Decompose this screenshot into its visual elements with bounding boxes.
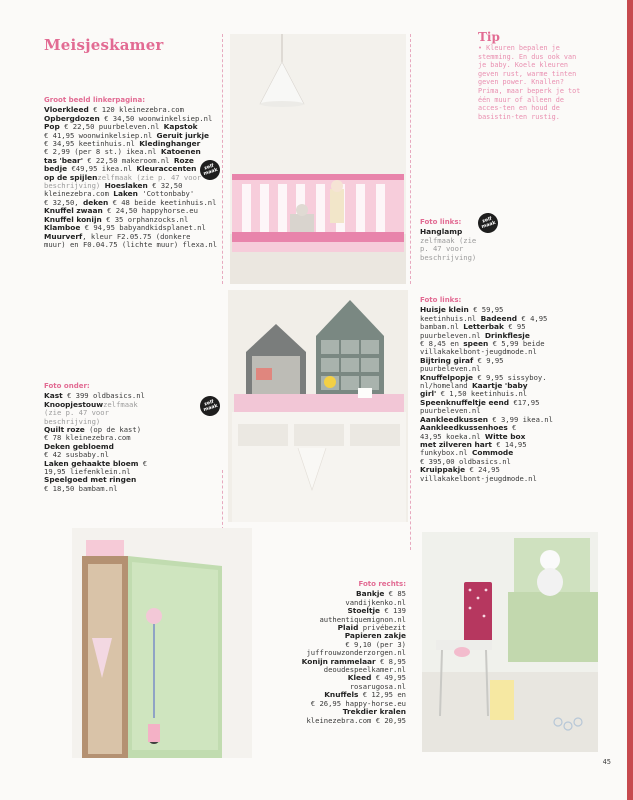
item-details: € bbox=[138, 458, 148, 468]
item-details: juffrouwzonderzorgen.nl bbox=[306, 648, 406, 658]
credits-heading: Foto onder: bbox=[44, 382, 90, 390]
diy-note: beschrijving) bbox=[420, 252, 477, 262]
item-details: € 8,95 bbox=[375, 656, 406, 666]
item-name: Kledinghanger bbox=[139, 139, 201, 149]
item-name: Katoenen bbox=[160, 147, 201, 157]
column-divider bbox=[410, 34, 411, 284]
item-details: €17,95 bbox=[509, 397, 540, 407]
page-number: 45 bbox=[602, 758, 611, 766]
item-name: Hoeslaken bbox=[104, 181, 148, 191]
item-name: Trekdier kralen bbox=[342, 707, 406, 717]
item-details: bambam.nl bbox=[420, 322, 464, 332]
page-edge bbox=[627, 0, 633, 800]
item-name: Stoeltje bbox=[347, 606, 381, 616]
item-details: € 24,50 happyhorse.eu bbox=[102, 206, 198, 216]
item-details: € 59,95 bbox=[468, 305, 504, 315]
item-details: € 139 bbox=[380, 606, 406, 616]
item-name: Speelgoed met ringen bbox=[44, 475, 137, 485]
tip-body: • Kleuren bepalen je stemming. En dus ook van je baby. Koele kleuren geven rust, warme tinten geven power. Knallen? Prima, maar beperk je tot één muur of alleen de acces-ten en houd de basistin-ten rustig. bbox=[478, 44, 581, 121]
item-name: Knuffel zwaan bbox=[44, 206, 103, 216]
item-details: 'Cottonbaby' bbox=[137, 189, 195, 199]
credits-heading: Foto rechts: bbox=[358, 580, 406, 588]
item-name: Kleed bbox=[347, 673, 372, 683]
credits-heading: Foto links: bbox=[420, 296, 462, 304]
item-name: Laken bbox=[113, 189, 138, 199]
item-name: Witte box bbox=[484, 431, 526, 441]
item-details: € 14,95 bbox=[491, 439, 527, 449]
item-details: villakakelbont-jeugdmode.nl bbox=[420, 473, 537, 483]
item-details: € 35 orphanzocks.nl bbox=[101, 214, 189, 224]
item-details: villakakelbont-jeugdmode.nl bbox=[420, 347, 537, 357]
item-details: puurbeleven.nl bbox=[420, 330, 485, 340]
item-name: tas 'bear' bbox=[44, 155, 83, 165]
item-name: Plaid bbox=[337, 623, 359, 633]
item-name: Letterbak bbox=[463, 322, 504, 332]
item-details: € 78 kleinezebra.com bbox=[44, 433, 131, 443]
item-name: deken bbox=[82, 197, 109, 207]
item-name: Klamboe bbox=[44, 223, 81, 233]
item-details: € 4,95 bbox=[517, 313, 548, 323]
item-name: Knuffelpopje bbox=[420, 372, 473, 382]
item-details: privébezit bbox=[358, 623, 406, 633]
item-details: € 9,95 bbox=[473, 355, 504, 365]
item-details: € 85 bbox=[384, 589, 406, 599]
diy-note: beschrijving) bbox=[44, 181, 105, 191]
item-name: Commode bbox=[471, 448, 514, 458]
credit-line bbox=[420, 475, 600, 483]
item-details: € 399 oldbasics.nl bbox=[62, 391, 145, 401]
item-name: Aankleedkussen bbox=[420, 414, 488, 424]
item-details: € 24,95 bbox=[465, 465, 500, 475]
item-name: Aankleedkussenhoes bbox=[420, 423, 508, 433]
item-name: Speenknuffeltje eend bbox=[420, 397, 510, 407]
left-top-credits bbox=[44, 96, 220, 249]
zelf-maak-badge: zelf maak bbox=[197, 393, 222, 418]
item-details: € 120 kleinezebra.com bbox=[88, 105, 184, 115]
item-details: € 8,45 en bbox=[420, 339, 464, 349]
item-name: Bankje bbox=[356, 589, 385, 599]
item-name: Roze bbox=[173, 155, 194, 165]
item-name: Hanglamp bbox=[420, 227, 463, 237]
item-details: € 9,10 (per 3) bbox=[345, 639, 406, 649]
right-mid-credits bbox=[420, 296, 600, 483]
credits-lines bbox=[420, 306, 600, 483]
item-details: € 34,95 keetinhuis.nl bbox=[44, 139, 140, 149]
item-name: girl' bbox=[420, 389, 437, 399]
item-details: nl/homeland bbox=[420, 381, 472, 391]
column-divider bbox=[410, 470, 411, 550]
item-name: met zilveren hart bbox=[420, 439, 492, 449]
item-name: Kruippakje bbox=[420, 465, 466, 475]
item-details: € 22,50 makeroom.nl bbox=[82, 155, 174, 165]
item-details: € 9,95 sissyboy. bbox=[473, 372, 547, 382]
item-details: € 95 bbox=[503, 322, 526, 332]
item-name: Kapstok bbox=[163, 122, 198, 132]
item-details: € 32,50 bbox=[147, 181, 183, 191]
item-name: Geruit jurkje bbox=[156, 130, 210, 140]
item-name: Kast bbox=[44, 391, 63, 401]
item-details: € 49,95 bbox=[371, 673, 406, 683]
item-details: authentiquemignon.nl bbox=[319, 614, 406, 624]
center-bottom-credits bbox=[256, 580, 406, 725]
item-details: € 2,99 (per 8 st.) ikea.nl bbox=[44, 147, 161, 157]
item-details: € 34,50 woonwinkelsiep.nl bbox=[99, 113, 213, 123]
item-name: Opbergdozen bbox=[44, 113, 100, 123]
item-details: 19,95 liefenklein.nl bbox=[44, 467, 131, 477]
zelf-maak-badge: zelf maak bbox=[197, 157, 222, 182]
item-name: Bijtring giraf bbox=[420, 355, 474, 365]
item-details: € 5,99 beide bbox=[488, 339, 545, 349]
item-details: kleinezebra.com bbox=[44, 189, 114, 199]
credit-line bbox=[256, 717, 406, 725]
item-name: Kaartje 'baby bbox=[471, 381, 528, 391]
item-name: Muurverf bbox=[44, 231, 83, 241]
credit-line bbox=[44, 485, 220, 493]
item-details: € 32,50, bbox=[44, 197, 83, 207]
item-details: € 94,95 babyandkidsplanet.nl bbox=[80, 223, 206, 233]
item-name: Deken gebloemd bbox=[44, 441, 114, 451]
hanglamp-credits bbox=[420, 218, 516, 262]
item-name: Konijn rammelaar bbox=[301, 656, 376, 666]
credits-heading: Foto links: bbox=[420, 218, 462, 226]
credit-line bbox=[44, 241, 220, 249]
photo-house-shelves bbox=[228, 290, 408, 522]
item-details: vandijkenko.nl bbox=[345, 597, 406, 607]
item-details: deoudespeelkamer.nl bbox=[323, 665, 406, 675]
credits-heading: Groot beeld linkerpagina: bbox=[44, 96, 146, 104]
item-name: Kleuraccenten bbox=[136, 164, 197, 174]
diy-note: beschrijving) bbox=[44, 416, 101, 426]
column-divider bbox=[222, 470, 223, 530]
item-name: Pop bbox=[44, 122, 60, 132]
column-divider bbox=[222, 34, 223, 284]
item-name: Laken gehaakte bloem bbox=[44, 458, 139, 468]
item-details: € 41,95 woonwinkelsiep.nl bbox=[44, 130, 157, 140]
left-bottom-credits bbox=[44, 382, 220, 493]
item-name: Papieren zakje bbox=[344, 631, 406, 641]
credits-lines bbox=[256, 590, 406, 725]
item-details: funkybox.nl bbox=[420, 448, 472, 458]
item-name: Knuffel konijn bbox=[44, 214, 102, 224]
diy-note: zelfmaak (zie bbox=[420, 235, 477, 245]
photo-green-cabinet bbox=[72, 528, 252, 758]
item-details: € bbox=[507, 423, 517, 433]
item-name: op de spijlen bbox=[44, 172, 98, 182]
diy-note: p. 47 voor bbox=[420, 244, 464, 254]
item-details: muur) en F0.04.75 (lichte muur) flexa.nl bbox=[44, 239, 218, 249]
item-name: Huisje klein bbox=[420, 305, 469, 315]
item-name: Knuffels bbox=[324, 690, 359, 700]
credits-lines bbox=[420, 228, 516, 262]
item-details: 43,95 koeka.nl bbox=[420, 431, 485, 441]
item-name: speen bbox=[463, 339, 489, 349]
item-details: € 3,99 ikea.nl bbox=[487, 414, 553, 424]
photo-pink-crib bbox=[230, 34, 406, 284]
zelf-maak-badge: zelf maak bbox=[475, 210, 500, 235]
item-details: € 395,00 oldbasics.nl bbox=[420, 456, 511, 466]
item-details: € 1,50 keetinhuis.nl bbox=[436, 389, 528, 399]
item-details: puurbeleven.nl bbox=[420, 406, 481, 416]
photo-chair-bench bbox=[422, 532, 598, 752]
page-title: Meisjeskamer bbox=[44, 36, 164, 54]
item-details: (op de kast) bbox=[84, 425, 142, 435]
credits-lines bbox=[44, 106, 220, 249]
item-details: rosarugosa.nl bbox=[349, 681, 406, 691]
diy-note: zelfmaak (zie p. 47 voor bbox=[97, 172, 202, 182]
credit-line bbox=[420, 254, 516, 262]
credits-lines bbox=[44, 392, 220, 493]
item-details: kleinezebra.com € 20,95 bbox=[306, 715, 406, 725]
diy-note: zelfmaak bbox=[103, 399, 138, 409]
item-details: €49,95 ikea.nl bbox=[67, 164, 137, 174]
item-details: keetinhuis.nl bbox=[420, 313, 481, 323]
item-details: puurbeleven.nl bbox=[420, 364, 481, 374]
item-name: Knoopjestouw bbox=[44, 399, 104, 409]
item-name: Vloerkleed bbox=[44, 105, 89, 115]
item-details: € 12,95 en bbox=[358, 690, 406, 700]
item-name: Drinkflesje bbox=[484, 330, 530, 340]
item-details: € 18,50 bambam.nl bbox=[44, 483, 118, 493]
tip-title: Tip bbox=[478, 30, 500, 44]
item-name: Badeend bbox=[480, 313, 518, 323]
item-details: € 26,95 happy-horse.eu bbox=[310, 698, 406, 708]
item-details: € 48 beide keetinhuis.nl bbox=[108, 197, 217, 207]
item-details: € 42 susbaby.nl bbox=[44, 450, 109, 460]
diy-note: (zie p. 47 voor bbox=[44, 408, 109, 418]
item-details: , kleur F2.05.75 (donkere bbox=[82, 231, 191, 241]
item-name: Quilt roze bbox=[44, 425, 85, 435]
item-name: bedje bbox=[44, 164, 68, 174]
item-details: € 22,50 puurbeleven.nl bbox=[59, 122, 164, 132]
